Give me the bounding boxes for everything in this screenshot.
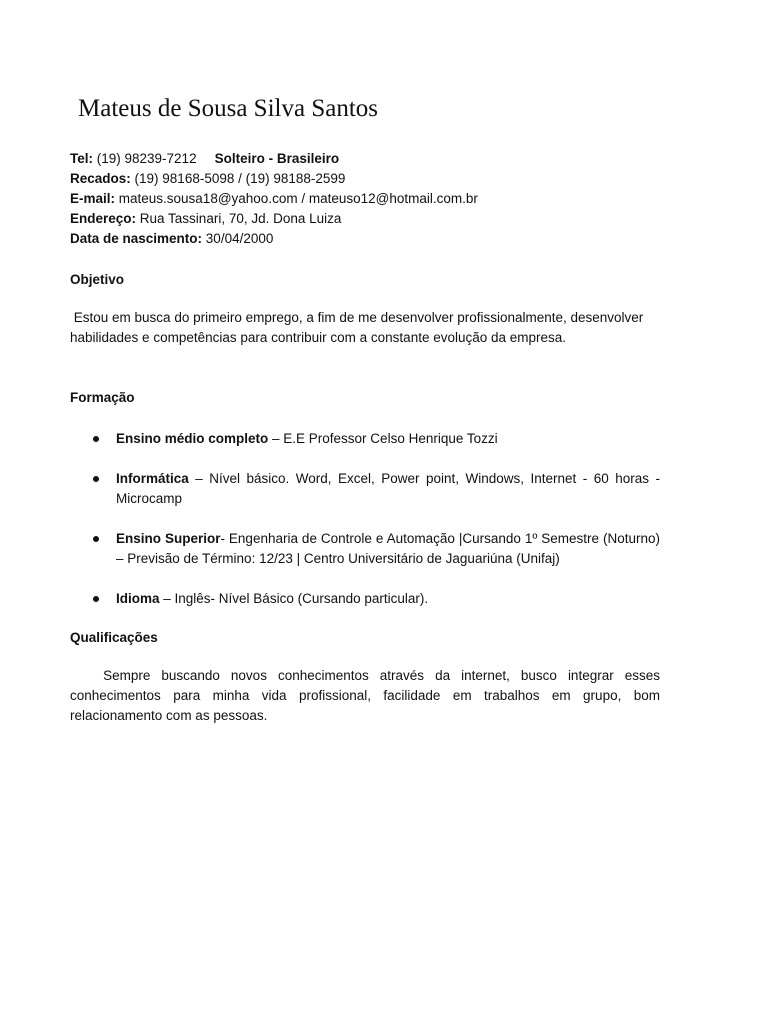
messages-value: (19) 98168-5098 / (19) 98188-2599: [130, 171, 346, 186]
marital-status: Solteiro - Brasileiro: [214, 151, 340, 166]
education-item-text: – Inglês- Nível Básico (Cursando particular).: [159, 591, 429, 606]
education-item-label: Informática: [116, 471, 189, 486]
education-item-text: – Nível básico. Word, Excel, Power point, Windows, Internet - 60 horas - Microcamp: [116, 471, 660, 506]
education-heading: Formação: [70, 390, 135, 405]
education-item-text: - Engenharia de Controle e Automação |Cursando 1º Semestre (Noturno) – Previsão de Término: 12/23 | Centro Universitário de Jaguariúna (Unifaj): [116, 531, 660, 566]
phone-label: Tel:: [70, 151, 93, 166]
list-item: [70, 469, 660, 509]
list-item: [70, 589, 660, 609]
education-item-label: Idioma: [116, 591, 160, 606]
email-value: mateus.sousa18@yahoo.com / mateuso12@hotmail.com.br: [115, 191, 478, 206]
candidate-name: Mateus de Sousa Silva Santos: [78, 95, 378, 122]
messages-row: [70, 169, 670, 189]
address-row: [70, 209, 670, 229]
birthdate-label: Data de nascimento:: [70, 231, 203, 246]
list-item: [70, 429, 660, 449]
qualifications-heading: Qualificações: [70, 630, 158, 645]
objective-text: Estou em busca do primeiro emprego, a fim de me desenvolver profissionalmente, desenvolver habilidades e competências para contribuir com a constante evolução da empresa.: [70, 310, 648, 345]
birthdate-value: 30/04/2000: [202, 231, 274, 246]
bullet-icon: [93, 596, 99, 602]
phone-value: (19) 98239-7212: [93, 151, 197, 166]
list-item: [70, 529, 660, 569]
education-item-label: Ensino Superior: [116, 531, 221, 546]
messages-label: Recados:: [70, 171, 131, 186]
address-label: Endereço:: [70, 211, 137, 226]
birthdate-row: [70, 229, 670, 249]
education-item-text: – E.E Professor Celso Henrique Tozzi: [268, 431, 498, 446]
bullet-icon: [93, 536, 99, 542]
bullet-icon: [93, 476, 99, 482]
education-list: [70, 429, 660, 629]
address-value: Rua Tassinari, 70, Jd. Dona Luiza: [136, 211, 342, 226]
contact-block: [70, 149, 670, 249]
objective-heading: Objetivo: [70, 272, 125, 287]
phone-row: [70, 149, 670, 169]
qualifications-text: Sempre buscando novos conhecimentos através da internet, busco integrar esses conhecimentos para minha vida profissional, facilidade em trabalhos em grupo, bom relacionamento com as pessoas.: [70, 668, 664, 723]
bullet-icon: [93, 436, 99, 442]
education-item-label: Ensino médio completo: [116, 431, 269, 446]
email-label: E-mail:: [70, 191, 116, 206]
email-row: [70, 189, 670, 209]
